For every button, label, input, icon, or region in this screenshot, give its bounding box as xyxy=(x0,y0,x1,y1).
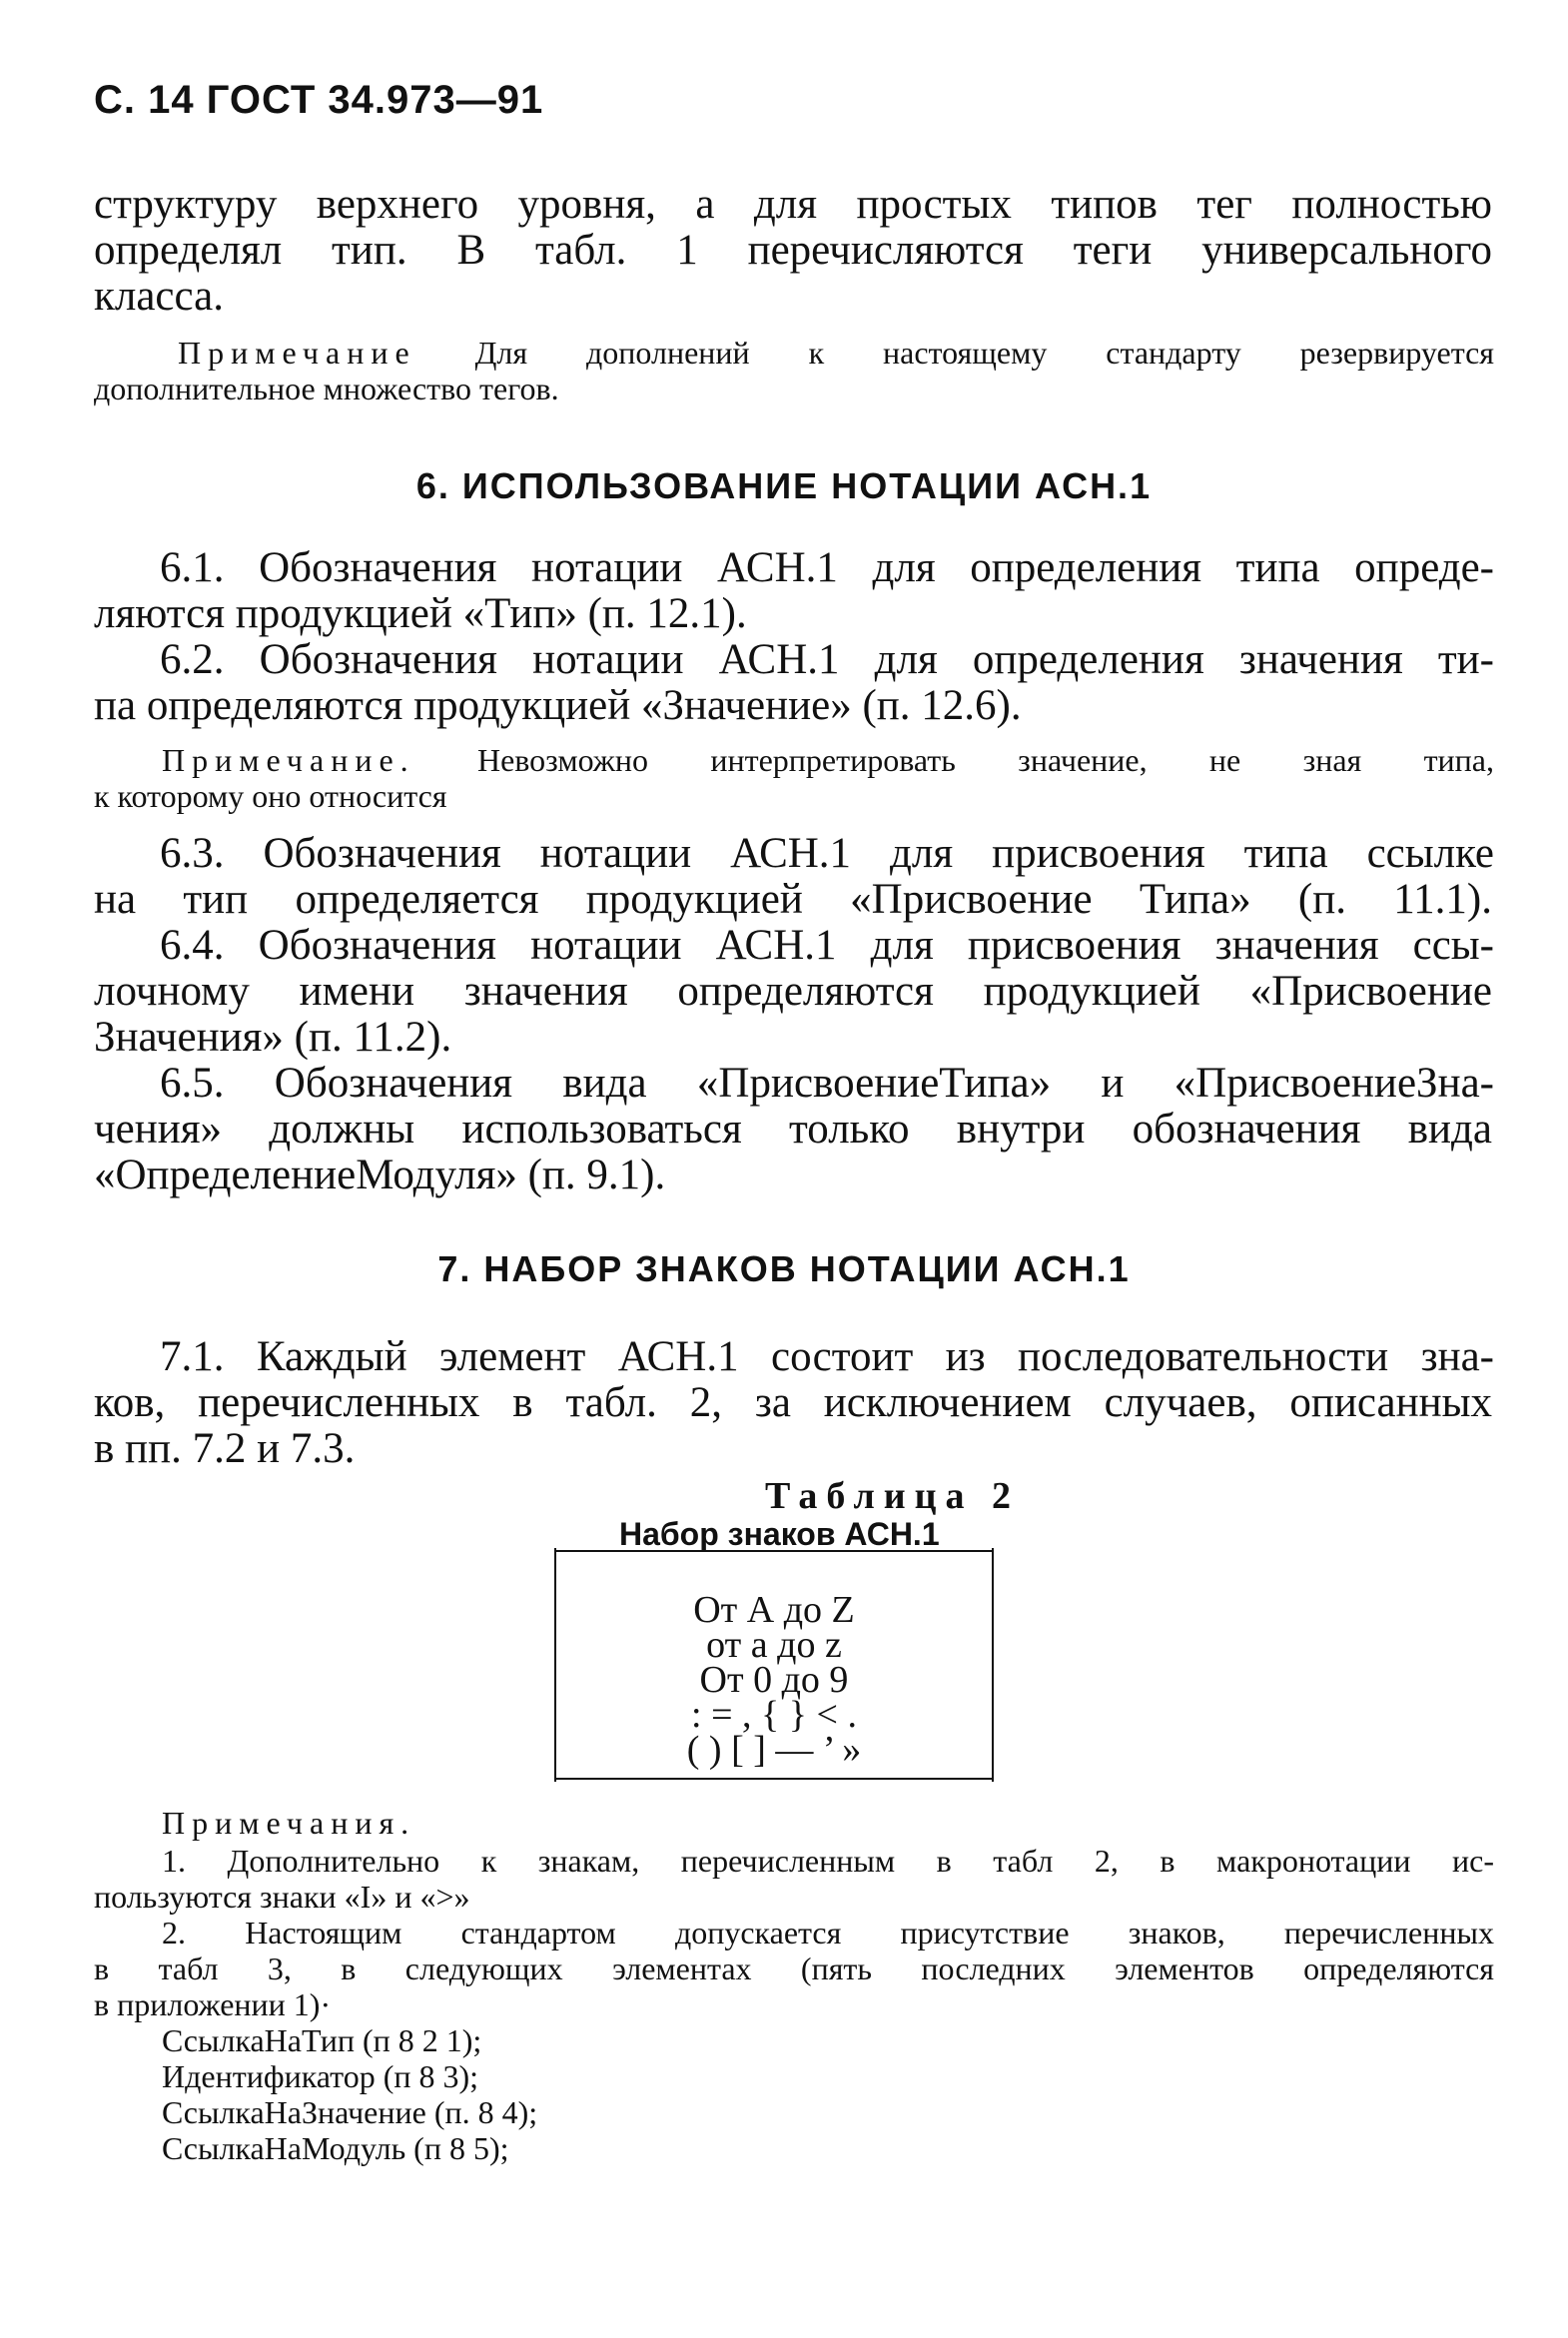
para-7-1-line-1: 7.1. Каждый элемент АСН.1 состоит из последовательности зна- xyxy=(160,1333,1494,1380)
notes-2-item: СсылкаНаТип (п 8 2 1); xyxy=(162,2022,482,2058)
page-header: С. 14 ГОСТ 34.973—91 xyxy=(94,78,544,122)
para-7-1-line-3: в пп. 7.2 и 7.3. xyxy=(94,1425,356,1472)
intro-line-2: определял тип. В табл. 1 перечисляются теги универсального xyxy=(94,227,1492,274)
notes-2-n1-line-1: 1. Дополнительно к знакам, перечисленным в табл 2, в макронотации ис- xyxy=(162,1843,1494,1879)
para-6-5-line-2: чения» должны использоваться только внутри обозначения вида xyxy=(94,1106,1492,1153)
note-6-text: Невозможно интерпретировать значение, не зная типа, xyxy=(476,742,1494,778)
para-6-2-line-1: 6.2. Обозначения нотации АСН.1 для определения значения ти- xyxy=(160,636,1494,683)
para-6-5-line-1: 6.5. Обозначения вида «ПрисвоениеТипа» и «ПрисвоениеЗна- xyxy=(160,1060,1494,1107)
table-2-box xyxy=(554,1550,994,1780)
note-1-label: Примечание xyxy=(178,335,416,371)
notes-2-n2-line-2: в табл 3, в следующих элементах (пять последних элементов определяются xyxy=(94,1950,1494,1986)
para-6-2-line-2: па определяются продукцией «Значение» (п. 12.6). xyxy=(94,682,1022,729)
para-6-5-line-3: «ОпределениеМодуля» (п. 9.1). xyxy=(94,1152,666,1198)
note-1-line-1 xyxy=(178,336,1494,370)
table-2-title: Набор знаков АСН.1 xyxy=(619,1516,940,1552)
table-2-row: От А до Z xyxy=(693,1589,855,1631)
table-2-row: : = , { } < . xyxy=(691,1694,857,1736)
note-6-label: Примечание. xyxy=(162,742,415,778)
para-6-1-line-2: ляются продукцией «Тип» (п. 12.1). xyxy=(94,590,747,637)
note-6-line-2: к которому оно относится xyxy=(94,778,447,814)
para-6-4-line-2: лочному имени значения определяются продукцией «Присвоение xyxy=(94,968,1492,1015)
table-2-row: От 0 до 9 xyxy=(699,1659,849,1701)
table-2-row: от а до z xyxy=(706,1624,842,1666)
para-6-4-line-1: 6.4. Обозначения нотации АСН.1 для присвоения значения ссы- xyxy=(160,922,1494,969)
table-2-label: Таблица 2 xyxy=(765,1475,1021,1517)
note-1-line-2: дополнительное множество тегов. xyxy=(94,371,559,406)
notes-2-item: СсылкаНаЗначение (п. 8 4); xyxy=(162,2094,538,2130)
notes-2-label: Примечания. xyxy=(162,1805,416,1841)
notes-2-n2-line-3: в приложении 1)· xyxy=(94,1986,332,2022)
table-2-row: ( ) [ ] — ’ » xyxy=(686,1729,862,1771)
note-6-line-1 xyxy=(162,743,1494,777)
intro-line-1: структуру верхнего уровня, а для простых типов тег полностью xyxy=(94,181,1492,228)
para-7-1-line-2: ков, перечисленных в табл. 2, за исключением случаев, описанных xyxy=(94,1379,1492,1426)
notes-2-n1-line-2: пользуются знаки «I» и «>» xyxy=(94,1879,470,1915)
notes-2-n2-line-1: 2. Настоящим стандартом допускается присутствие знаков, перечисленных xyxy=(162,1915,1494,1950)
section-6-title: 6. ИСПОЛЬЗОВАНИЕ НОТАЦИИ АСН.1 xyxy=(415,465,1153,506)
para-6-3-line-2: на тип определяется продукцией «Присвоение Типа» (п. 11.1). xyxy=(94,876,1492,923)
note-1-text: Для дополнений к настоящему стандарту резервируется xyxy=(474,335,1495,371)
notes-2-item: СсылкаНаМодуль (п 8 5); xyxy=(162,2130,509,2166)
intro-line-3: класса. xyxy=(94,273,224,320)
para-6-4-line-3: Значения» (п. 11.2). xyxy=(94,1014,452,1061)
para-6-1-line-1: 6.1. Обозначения нотации АСН.1 для определения типа опреде- xyxy=(160,544,1494,591)
section-7-title: 7. НАБОР ЗНАКОВ НОТАЦИИ АСН.1 xyxy=(437,1248,1131,1289)
notes-2-item: Идентификатор (п 8 3); xyxy=(162,2058,479,2094)
para-6-3-line-1: 6.3. Обозначения нотации АСН.1 для присвоения типа ссылке xyxy=(160,830,1494,877)
